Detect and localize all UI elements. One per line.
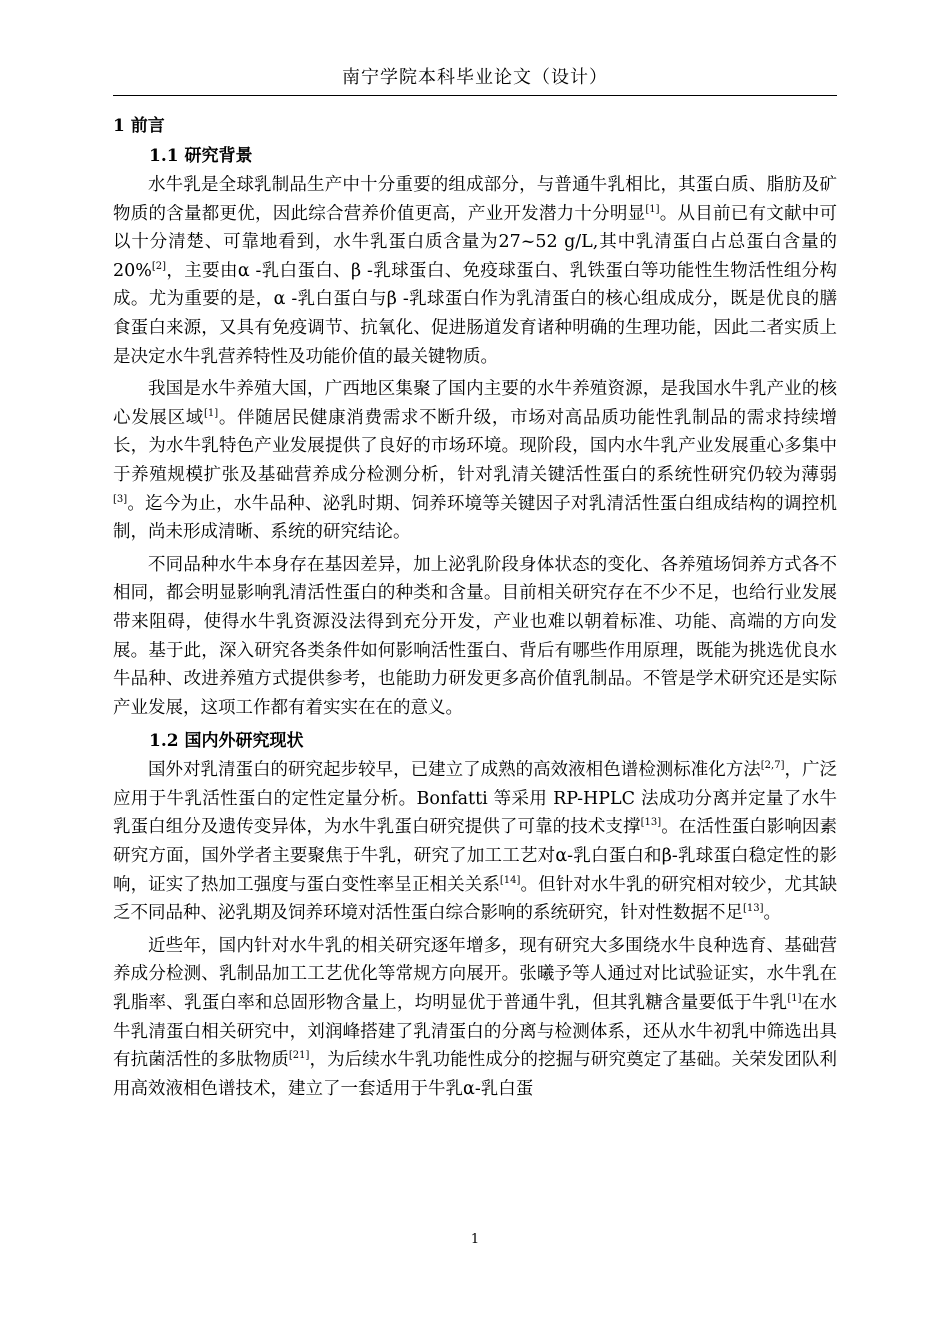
citation-marker: [14]: [499, 874, 521, 886]
paragraph: 国外对乳清蛋白的研究起步较早，已建立了成熟的高效液相色谱检测标准化方法[2,7]，广泛应用于牛乳活性蛋白的定性定量分析。Bonfatti 等采用 RP-HPLC 法成功分离并定量了水牛乳蛋白组分及遗传变异体，为水牛乳蛋白研究提供了可靠的技术支撑[13]。在活性蛋白影响因素研究方面，国外学者主要聚焦于牛乳，研究了加工工艺对α-乳白蛋白和β-乳球蛋白稳定性的影响，证实了热加工强度与蛋白变性率呈正相关关系[14]。但针对水牛乳的研究相对较少，尤其缺乏不同品种、泌乳期及饲养环境对活性蛋白综合影响的系统研究，针对性数据不足[13]。: [113, 760, 838, 924]
citation-marker: [2,7]: [760, 760, 785, 772]
paragraph: 水牛乳是全球乳制品生产中十分重要的组成部分，与普通牛乳相比，其蛋白质、脂肪及矿物质的含量都更优，因此综合营养价值更高，产业开发潜力十分明显[1]。从目前已有文献中可以十分清楚、可靠地看到，水牛乳蛋白质含量为27~52 g/L,其中乳清蛋白占总蛋白含量的20%[2]，主要由α -乳白蛋白、β -乳球蛋白、免疫球蛋白、乳铁蛋白等功能性生物活性组分构成。尤为重要的是，α -乳白蛋白与β -乳球蛋白作为乳清蛋白的核心组成成分，既是优良的膳食蛋白来源，又具有免疫调节、抗氧化、促进肠道发育诸种明确的生理功能，因此二者实质上是决定水牛乳营养特性及功能价值的最关键物质。: [113, 175, 838, 367]
page-header-title: 南宁学院本科毕业论文（设计）: [342, 67, 608, 88]
section-heading-1-1: 1.1 研究背景: [149, 146, 253, 166]
section-heading-1: 1 前言: [113, 116, 165, 136]
header-rule: [113, 95, 837, 96]
citation-marker: [13]: [743, 903, 764, 915]
page-content: [113, 111, 837, 1107]
citation-marker: [1]: [787, 993, 802, 1005]
citation-marker: [13]: [640, 817, 662, 829]
citation-marker: [1]: [204, 407, 219, 419]
citation-marker: [21]: [288, 1050, 310, 1062]
section-heading-1-2: 1.2 国内外研究现状: [149, 731, 304, 752]
citation-marker: [1]: [645, 203, 660, 215]
citation-marker: [2]: [151, 260, 167, 272]
page-number: 1: [470, 1232, 480, 1247]
citation-marker: [3]: [113, 493, 128, 505]
paragraph: 不同品种水牛本身存在基因差异，加上泌乳阶段身体状态的变化、各养殖场饲养方式各不相同，都会明显影响乳清活性蛋白的种类和含量。目前相关研究存在不少不足，也给行业发展带来阻碍，使得水牛乳资源没法得到充分开发，产业也难以朝着标准、功能、高端的方向发展。基于此，深入研究各类条件如何影响活性蛋白、背后有哪些作用原理，既能为挑选优良水牛品种、改进养殖方式提供参考，也能助力研发更多高价值乳制品。不管是学术研究还是实际产业发展，这项工作都有着实实在在的意义。: [113, 554, 837, 718]
paragraph: 我国是水牛养殖大国，广西地区集聚了国内主要的水牛养殖资源，是我国水牛乳产业的核心发展区域[1]。伴随居民健康消费需求不断升级，市场对高品质功能性乳制品的需求持续增长，为水牛乳特色产业发展提供了良好的市场环境。现阶段，国内水牛乳产业发展重心多集中于养殖规模扩张及基础营养成分检测分析，针对乳清关键活性蛋白的系统性研究仍较为薄弱[3]。迄今为止，水牛品种、泌乳时期、饲养环境等关键因子对乳清活性蛋白组成结构的调控机制，尚未形成清晰、系统的研究结论。: [113, 379, 838, 543]
paragraph: 近些年，国内针对水牛乳的相关研究逐年增多，现有研究大多围绕水牛良种选育、基础营养成分检测、乳制品加工工艺优化等常规方向展开。张曦予等人通过对比试验证实，水牛乳在乳脂率、乳蛋白率和总固形物含量上，均明显优于普通牛乳，但其乳糖含量要低于牛乳[1]在水牛乳清蛋白相关研究中，刘润峰搭建了乳清蛋白的分离与检测体系，还从水牛初乳中筛选出具有抗菌活性的多肽物质[21]，为后续水牛乳功能性成分的挖掘与研究奠定了基础。关荣发团队利用高效液相色谱技术，建立了一套适用于牛乳α-乳白蛋: [113, 935, 838, 1099]
